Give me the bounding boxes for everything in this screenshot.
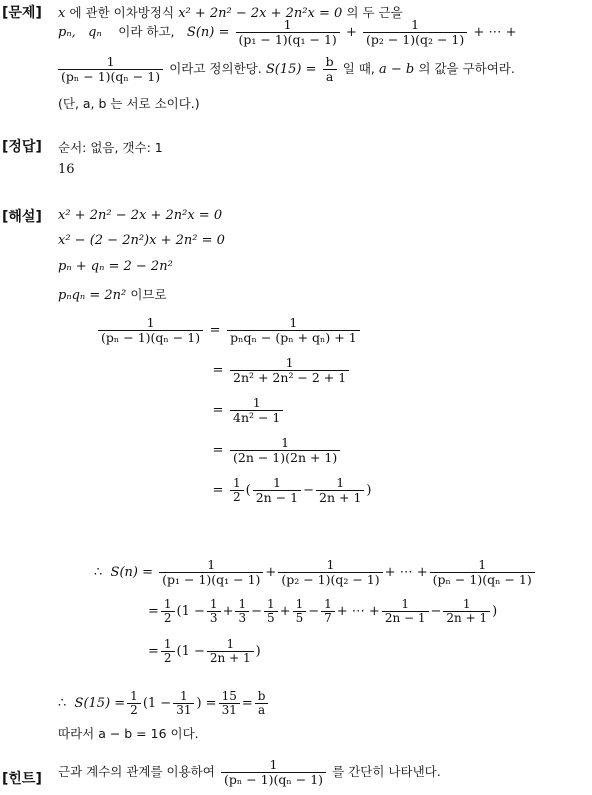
derivation-row-2: = $\frac{1}{\text{2n² + 2n² − 2 + 1}}$ xyxy=(208,356,351,385)
solution-line-4: pₙqₙ = 2n² 이므로 xyxy=(58,287,167,303)
problem-equation: x² + 2n² − 2x + 2n²x = 0 xyxy=(178,6,343,21)
step2-frac: $\frac{1}{\text{2n² + 2n² − 2 + 1}}$ xyxy=(230,356,349,385)
pn-term: pₙ, xyxy=(58,25,76,40)
problem-line-2 xyxy=(58,18,592,47)
frac-ba: $\frac{b}{a}$ xyxy=(323,55,337,84)
sum-tn: $\frac{1}{\text{(pₙ − 1)(qₙ − 1)}}$ xyxy=(430,558,535,587)
step3-frac: $\frac{1}{\text{4n² − 1}}$ xyxy=(230,396,283,425)
answer-value: 16 xyxy=(58,162,75,177)
plus-sign: + xyxy=(345,25,357,40)
when-text: 일 때, xyxy=(342,61,375,76)
derivation-row-1: $\frac{1}{\text{(pₙ − 1)(qₙ − 1)}}$ = 1 pₙqₙ − (pₙ + qₙ) + 1 xyxy=(96,316,362,345)
problem-label: [문제] xyxy=(2,5,42,21)
solution-line-3: pₙ + qₙ = 2 − 2n² xyxy=(58,259,173,274)
sum-row-2: = $\frac{1}{2}$ (1 − $\frac{1}{3}$ + $\frac{1}{3}$ − $\frac{1}{5}$ + $\frac{1}{5}$ − $\frac{1}{7}$ + ⋯ + $\frac{1}{2n - 1}$ − $\frac{1}{2n + 1}$ ) xyxy=(148,597,498,625)
derivation-row-4: = $\frac{1}{(2n - 1)(2n + 1)}$ xyxy=(208,436,342,465)
sn-def: S(n) = xyxy=(186,25,230,40)
answer-meta: 순서: 없음, 갯수: 1 xyxy=(58,140,163,155)
sum-t1: $\frac{1}{\text{(p₁ − 1)(q₁ − 1)}}$ xyxy=(159,558,263,587)
hint-frac: $\frac{1}{\text{(pₙ − 1)(qₙ − 1)}}$ xyxy=(221,758,326,787)
call-text: 이라 하고, xyxy=(118,24,175,39)
x-variable: x xyxy=(58,6,66,21)
step5-a-frac: $\frac{1}{2n - 1}$ xyxy=(253,476,301,505)
frac-2: $\frac{1}{\text{(p₂ − 1)(q₂ − 1)}}$ xyxy=(363,18,467,47)
conclusion-row: ∴ S(15) = $\frac{1}{2}$ (1 − $\frac{1}{31}$ ) = $\frac{15}{31}$ = $\frac{b}{a}$ xyxy=(58,690,270,717)
hint-line: 근과 계수의 관계를 이용하여 $\frac{1}{\text{(pₙ − 1)(qₙ − 1)}}$ 를 간단히 나타낸다. xyxy=(58,757,441,787)
problem-intro: 에 관한 이차방정식 xyxy=(69,5,175,20)
half-frac: $\frac{1}{2}$ xyxy=(230,477,244,504)
qn-term: qₙ xyxy=(88,25,102,40)
sum-t2: $\frac{1}{\text{(p₂ − 1)(q₂ − 1)}}$ xyxy=(278,558,382,587)
ask-text: 의 값을 구하여라. xyxy=(418,61,515,76)
answer-label: [정답] xyxy=(2,139,42,155)
frac-1: $\frac{1}{\text{(p₁ − 1)(q₁ − 1)}}$ xyxy=(236,18,340,47)
sum-row-1: ∴ S(n) = $\frac{1}{\text{(p₁ − 1)(q₁ − 1)}}$ + $\frac{1}{\text{(p₂ − 1)(q₂ − 1)}}$ + ⋯ + $\frac{1}{\text{(pₙ − 1)(qₙ − 1)}}$ xyxy=(94,558,537,587)
problem-intro-tail: 의 두 근을 xyxy=(346,5,403,20)
amb-term: a − b xyxy=(379,62,415,77)
solution-line-1: x² + 2n² − 2x + 2n²x = 0 xyxy=(58,208,223,223)
solution-line-2: x² − (2 − 2n²)x + 2n² = 0 xyxy=(58,233,225,248)
problem-note: (단, a, b 는 서로 소이다.) xyxy=(58,96,200,111)
hint-label: [힌트] xyxy=(2,771,42,787)
problem-line-3 xyxy=(56,55,515,84)
derivation-row-5: = $\frac{1}{2}$ ( $\frac{1}{2n - 1}$ − $\frac{1}{2n + 1}$ ) xyxy=(212,475,372,505)
step4-frac: $\frac{1}{(2n - 1)(2n + 1)}$ xyxy=(230,436,340,465)
derivation-row-3: = $\frac{1}{\text{4n² − 1}}$ xyxy=(208,396,285,425)
lhs-frac: $\frac{1}{\text{(pₙ − 1)(qₙ − 1)}}$ xyxy=(98,316,203,345)
conclusion-text: 따라서 a − b = 16 이다. xyxy=(58,726,199,741)
step5-b-frac: $\frac{1}{2n + 1}$ xyxy=(316,476,364,505)
frac-3: $\frac{1}{\text{(pₙ − 1)(qₙ − 1)}}$ xyxy=(58,55,163,84)
s15-term: S(15) = xyxy=(265,62,317,77)
step1-frac: 1 pₙqₙ − (pₙ + qₙ) + 1 xyxy=(227,316,360,345)
dots-sign: + ⋯ + xyxy=(473,25,517,40)
sum-row-3: = $\frac{1}{2}$ (1 − $\frac{1}{2n + 1}$ ) xyxy=(148,637,261,665)
solution-label: [해설] xyxy=(2,209,42,225)
define-text: 이라고 정의한당. xyxy=(169,61,262,76)
